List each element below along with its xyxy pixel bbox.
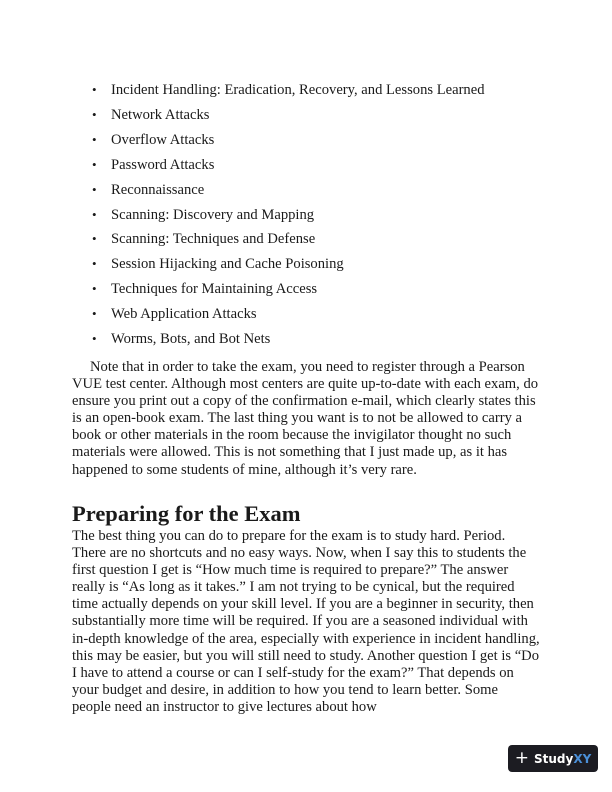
studyxy-logo[interactable] <box>508 745 598 772</box>
list-item-text: Password Attacks <box>111 156 215 173</box>
topic-list <box>92 78 485 352</box>
list-item <box>92 227 485 252</box>
bullet-icon: • <box>92 181 97 197</box>
bullet-icon: • <box>92 231 97 247</box>
bullet-icon: • <box>92 306 97 322</box>
list-item <box>92 302 485 327</box>
section-heading: Preparing for the Exam <box>72 501 301 526</box>
list-item-text: Scanning: Techniques and Defense <box>111 231 316 248</box>
list-item <box>92 203 485 228</box>
list-item-text: Session Hijacking and Cache Poisoning <box>111 256 344 273</box>
bullet-icon: • <box>92 206 97 222</box>
bullet-icon: • <box>92 281 97 297</box>
logo-text-xy: XY <box>573 751 592 766</box>
list-item <box>92 277 485 302</box>
list-item-text: Web Application Attacks <box>111 306 257 323</box>
bullet-icon: • <box>92 131 97 147</box>
logo-text-study: Study <box>533 751 574 766</box>
list-item-text: Techniques for Maintaining Access <box>111 281 318 298</box>
plus-icon: + <box>514 748 529 768</box>
bullet-icon: • <box>92 106 97 122</box>
list-item <box>92 78 485 103</box>
list-item <box>92 327 485 352</box>
bullet-icon: • <box>92 156 97 172</box>
list-item <box>92 178 485 203</box>
section-paragraph: The best thing you can do to prepare for the exam is to study hard. Period. There are no shortcuts and no easy ways. Now, when I say this to students the first question I get is “How much time is required to prepare?” The answer really is “As long as it takes.” I am not trying to be cynical, but the required time actually depends on your skill level. If you are a beginner in security, then substantially more time will be required. If you are a seasoned individual with in-depth knowledge of the area, especially with experience in incident handling, this may be easier, but you will still need to study. Another question I get is “Do I have to attend a course or can I self-study for the exam?” That depends on your budget and desire, in addition to how you tend to learn better. Some people need an instructor to give lectures about how <box>72 528 540 715</box>
bullet-icon: • <box>92 82 97 97</box>
list-item-text: Incident Handling: Eradication, Recovery, and Lessons Learned <box>111 82 485 98</box>
list-item <box>92 103 485 128</box>
list-item <box>92 153 485 178</box>
list-item-text: Worms, Bots, and Bot Nets <box>111 331 271 348</box>
bullet-icon: • <box>92 331 97 347</box>
note-paragraph: Note that in order to take the exam, you need to register through a Pearson VUE test center. Although most centers are quite up-to-date with each exam, do ensure you print out a copy of the confirmation e-mail, which clearly states this is an open-book exam. The last thing you want is to not be allowed to carry a book or other materials in the room because the invigilator thought no such materials were allowed. This is not something that I just made up, as it has happened to some students of mine, although it’s very rare. <box>72 359 539 478</box>
list-item <box>92 252 485 277</box>
list-item-text: Overflow Attacks <box>111 131 215 148</box>
list-item <box>92 128 485 153</box>
list-item-text: Reconnaissance <box>111 181 205 198</box>
bullet-icon: • <box>92 256 97 272</box>
list-item-text: Network Attacks <box>111 106 210 123</box>
list-item-text: Scanning: Discovery and Mapping <box>111 206 315 223</box>
